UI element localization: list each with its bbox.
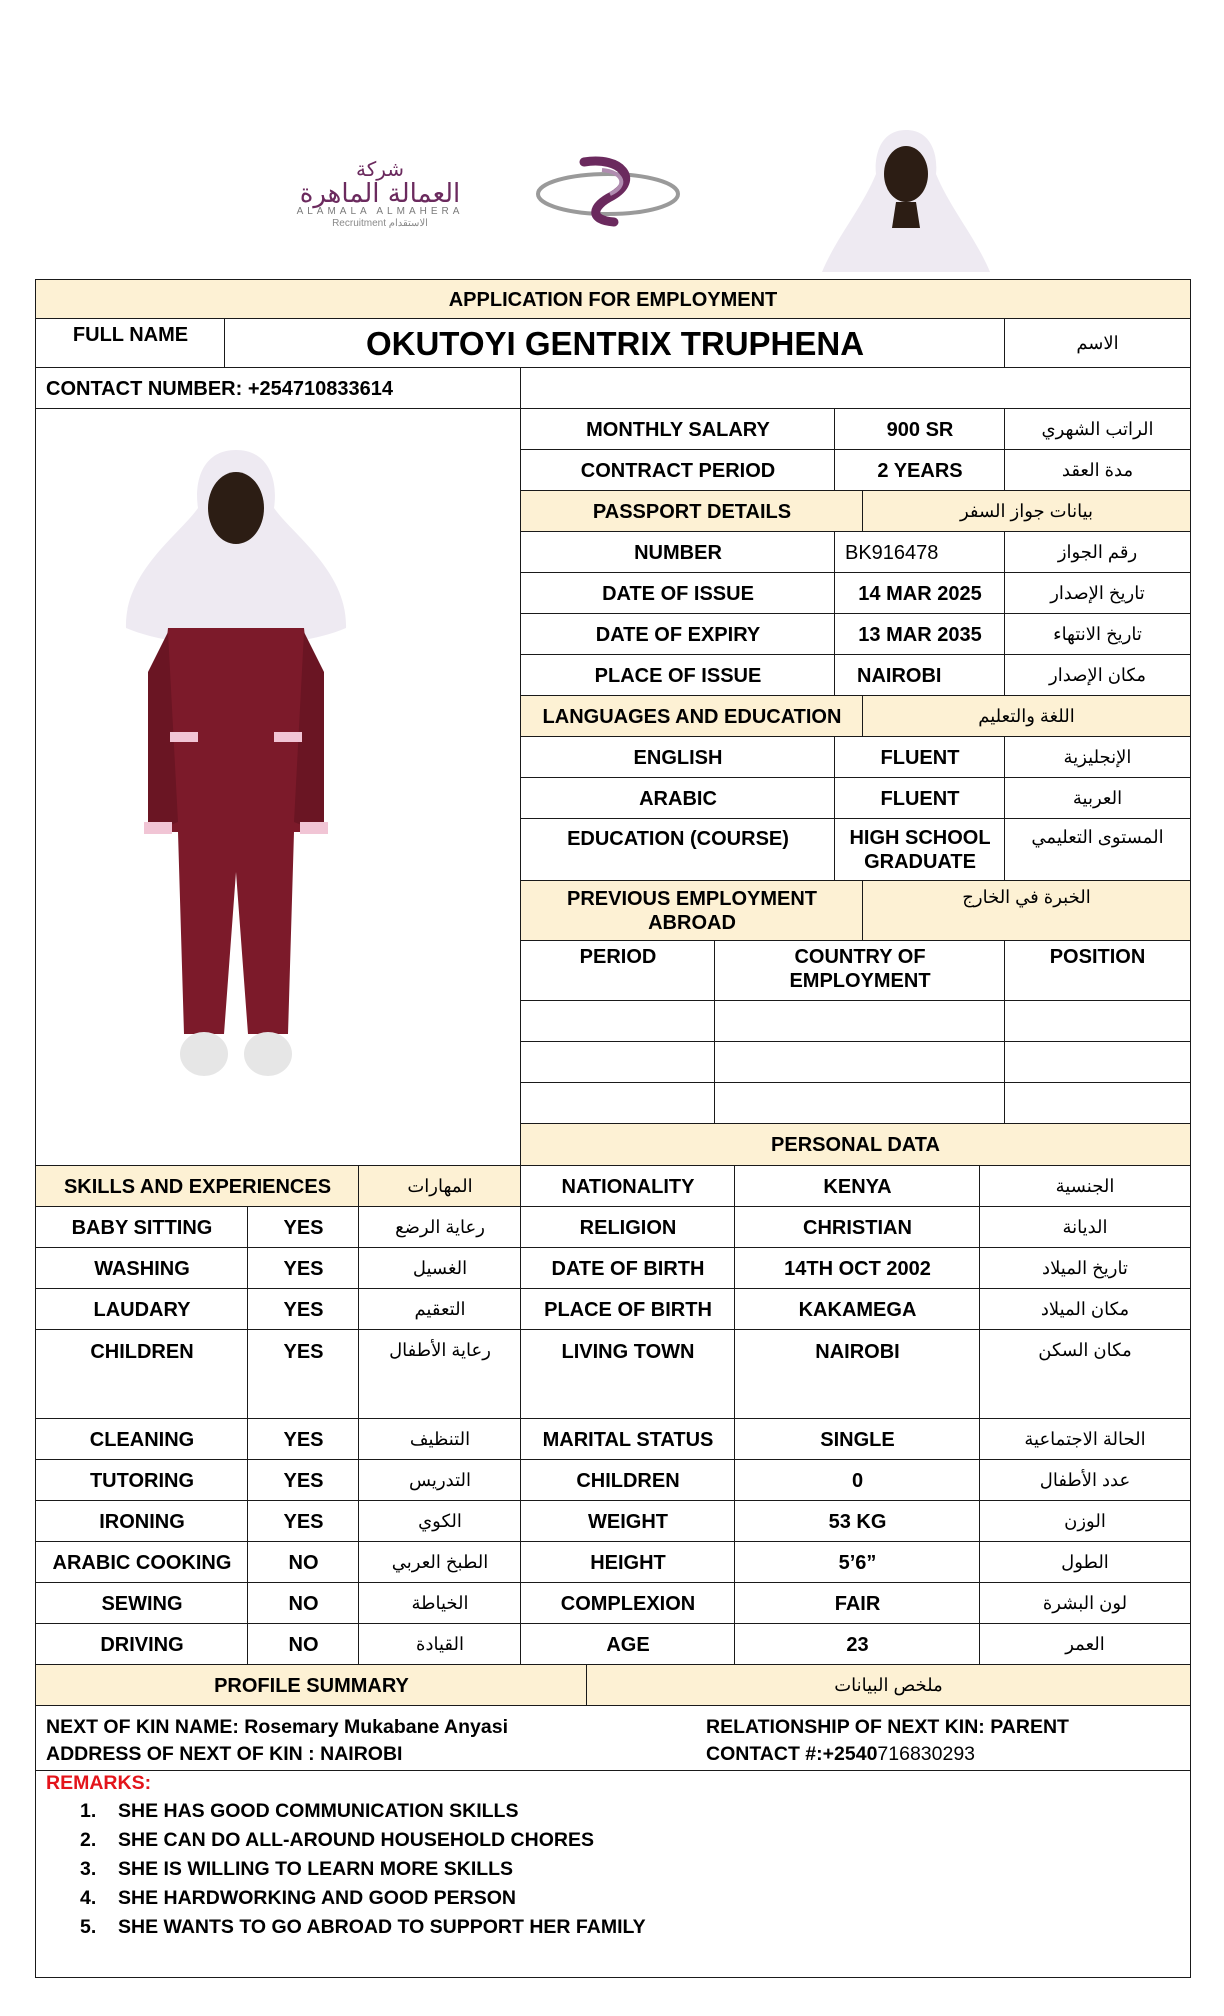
full-name-label: FULL NAME <box>35 318 226 369</box>
personal-value: KENYA <box>734 1165 981 1208</box>
remark-item <box>80 1800 518 1823</box>
personal-ar: العمر <box>979 1623 1191 1666</box>
remark-number: 3. <box>80 1858 97 1880</box>
personal-ar: الوزن <box>979 1500 1191 1543</box>
logo-emblem-icon <box>538 161 678 222</box>
skill-label: SEWING <box>35 1582 249 1625</box>
personal-label: CHILDREN <box>520 1459 736 1502</box>
skill-ar: القيادة <box>358 1623 522 1666</box>
logo-arabic-line2: العمالة الماهرة <box>299 179 461 209</box>
remark-item <box>80 1887 516 1910</box>
portrait-photo <box>822 128 990 272</box>
skill-label: BABY SITTING <box>35 1206 249 1249</box>
personal-value: CHRISTIAN <box>734 1206 981 1249</box>
prev-row-3-period <box>520 1082 716 1125</box>
full-body-photo <box>118 442 354 1086</box>
personal-ar: الديانة <box>979 1206 1191 1249</box>
education-label: EDUCATION (COURSE) <box>520 818 836 882</box>
kin-contact-prefix: +2540 <box>822 1743 878 1765</box>
remark-text: SHE CAN DO ALL-AROUND HOUSEHOLD CHORES <box>118 1829 594 1851</box>
personal-value: 5’6” <box>734 1541 981 1584</box>
skill-ar: التدريس <box>358 1459 522 1502</box>
personal-value: 0 <box>734 1459 981 1502</box>
personal-value: 14TH OCT 2002 <box>734 1247 981 1290</box>
issue-date-ar: تاريخ الإصدار <box>1004 572 1191 615</box>
prev-row-3-position <box>1004 1082 1191 1125</box>
personal-value: SINGLE <box>734 1418 981 1461</box>
expiry-date-label: DATE OF EXPIRY <box>520 613 836 656</box>
logo-sub-line: Recruitment الاستقدام <box>332 218 428 228</box>
personal-label: NATIONALITY <box>520 1165 736 1208</box>
skill-label: CLEANING <box>35 1418 249 1461</box>
skill-value: YES <box>247 1329 360 1420</box>
personal-label: AGE <box>520 1623 736 1666</box>
issue-place-value: NAIROBI <box>834 654 1006 697</box>
remark-text: SHE WANTS TO GO ABROAD TO SUPPORT HER FAMILY <box>118 1916 646 1938</box>
issue-date-label: DATE OF ISSUE <box>520 572 836 615</box>
expiry-date-ar: تاريخ الانتهاء <box>1004 613 1191 656</box>
personal-label: MARITAL STATUS <box>520 1418 736 1461</box>
skill-value: YES <box>247 1459 360 1502</box>
kin-relationship-label: RELATIONSHIP OF NEXT KIN: <box>706 1716 985 1738</box>
skill-ar: التعقيم <box>358 1288 522 1331</box>
prev-row-1-position <box>1004 1000 1191 1043</box>
prev-row-2-period <box>520 1041 716 1084</box>
kin-name-value: Rosemary Mukabane Anyasi <box>244 1716 508 1738</box>
contact-spacer <box>520 367 1191 410</box>
company-logo <box>262 150 682 228</box>
personal-ar: مكان الميلاد <box>979 1288 1191 1331</box>
skill-value: YES <box>247 1500 360 1543</box>
personal-label: PLACE OF BIRTH <box>520 1288 736 1331</box>
skill-label: DRIVING <box>35 1623 249 1666</box>
languages-header: LANGUAGES AND EDUCATION <box>520 695 864 738</box>
skill-value: NO <box>247 1623 360 1666</box>
personal-ar: لون البشرة <box>979 1582 1191 1625</box>
education-ar: المستوى التعليمي <box>1004 818 1191 882</box>
prev-col-position: POSITION <box>1004 940 1191 1002</box>
arabic-ar: العربية <box>1004 777 1191 820</box>
languages-header-ar: اللغة والتعليم <box>862 695 1191 738</box>
prev-col-period: PERIOD <box>520 940 716 1002</box>
skills-header: SKILLS AND EXPERIENCES <box>35 1165 360 1208</box>
kin-contact-value: 716830293 <box>877 1743 976 1765</box>
contact-number: CONTACT NUMBER: +254710833614 <box>35 367 522 410</box>
remarks-title: REMARKS: <box>46 1772 152 1794</box>
issue-place-label: PLACE OF ISSUE <box>520 654 836 697</box>
personal-ar: الطول <box>979 1541 1191 1584</box>
remark-item <box>80 1916 646 1939</box>
skill-label: LAUDARY <box>35 1288 249 1331</box>
personal-ar: عدد الأطفال <box>979 1459 1191 1502</box>
skill-ar: الخياطة <box>358 1582 522 1625</box>
prev-row-2-position <box>1004 1041 1191 1084</box>
skill-ar: الغسيل <box>358 1247 522 1290</box>
full-name-ar: الاسم <box>1004 318 1191 369</box>
personal-value: NAIROBI <box>734 1329 981 1420</box>
contract-value: 2 YEARS <box>834 449 1006 492</box>
skill-label: CHILDREN <box>35 1329 249 1420</box>
skill-value: NO <box>247 1541 360 1584</box>
skill-value: YES <box>247 1247 360 1290</box>
skill-value: YES <box>247 1418 360 1461</box>
english-value: FLUENT <box>834 736 1006 779</box>
personal-value: KAKAMEGA <box>734 1288 981 1331</box>
personal-ar: تاريخ الميلاد <box>979 1247 1191 1290</box>
kin-address <box>46 1743 402 1766</box>
personal-label: COMPLEXION <box>520 1582 736 1625</box>
personal-value: FAIR <box>734 1582 981 1625</box>
skill-value: YES <box>247 1206 360 1249</box>
issue-place-ar: مكان الإصدار <box>1004 654 1191 697</box>
issue-date-value: 14 MAR 2025 <box>834 572 1006 615</box>
skill-value: YES <box>247 1288 360 1331</box>
passport-number-ar: رقم الجواز <box>1004 531 1191 574</box>
remark-text: SHE HARDWORKING AND GOOD PERSON <box>118 1887 516 1909</box>
prev-employment-header-ar: الخبرة في الخارج <box>862 880 1191 942</box>
personal-ar: مكان السكن <box>979 1329 1191 1420</box>
full-name-value: OKUTOYI GENTRIX TRUPHENA <box>224 318 1006 369</box>
english-ar: الإنجليزية <box>1004 736 1191 779</box>
skill-label: ARABIC COOKING <box>35 1541 249 1584</box>
prev-row-1-country <box>714 1000 1006 1043</box>
kin-relationship-value: PARENT <box>990 1716 1069 1738</box>
personal-label: HEIGHT <box>520 1541 736 1584</box>
remark-text: SHE IS WILLING TO LEARN MORE SKILLS <box>118 1858 514 1880</box>
personal-label: WEIGHT <box>520 1500 736 1543</box>
skill-label: IRONING <box>35 1500 249 1543</box>
profile-summary-ar: ملخص البيانات <box>586 1664 1191 1707</box>
salary-label: MONTHLY SALARY <box>520 408 836 451</box>
logo-arabic-line1: شركة <box>355 157 405 181</box>
remark-number: 2. <box>80 1829 97 1851</box>
remark-item <box>80 1858 513 1881</box>
arabic-value: FLUENT <box>834 777 1006 820</box>
prev-col-country: COUNTRY OF EMPLOYMENT <box>714 940 1006 1002</box>
salary-value: 900 SR <box>834 408 1006 451</box>
skill-label: TUTORING <box>35 1459 249 1502</box>
prev-employment-header: PREVIOUS EMPLOYMENT ABROAD <box>520 880 864 942</box>
skill-ar: رعاية الأطفال <box>358 1329 522 1420</box>
profile-summary-label: PROFILE SUMMARY <box>35 1664 588 1707</box>
passport-header-ar: بيانات جواز السفر <box>862 490 1191 533</box>
kin-address-label: ADDRESS OF NEXT OF KIN : <box>46 1743 315 1765</box>
kin-contact <box>706 1743 975 1766</box>
logo-latin-line: ALAMALA ALMAHERA <box>296 206 464 217</box>
prev-row-1-period <box>520 1000 716 1043</box>
remark-number: 4. <box>80 1887 97 1909</box>
personal-value: 23 <box>734 1623 981 1666</box>
english-label: ENGLISH <box>520 736 836 779</box>
arabic-label: ARABIC <box>520 777 836 820</box>
personal-label: DATE OF BIRTH <box>520 1247 736 1290</box>
passport-header: PASSPORT DETAILS <box>520 490 864 533</box>
prev-row-2-country <box>714 1041 1006 1084</box>
skill-value: NO <box>247 1582 360 1625</box>
skills-header-ar: المهارات <box>358 1165 522 1208</box>
skill-ar: الطبخ العربي <box>358 1541 522 1584</box>
kin-contact-label: CONTACT #: <box>706 1743 823 1765</box>
contract-label: CONTRACT PERIOD <box>520 449 836 492</box>
skill-ar: التنظيف <box>358 1418 522 1461</box>
expiry-date-value: 13 MAR 2035 <box>834 613 1006 656</box>
skill-label: WASHING <box>35 1247 249 1290</box>
salary-ar: الراتب الشهري <box>1004 408 1191 451</box>
remark-number: 1. <box>80 1800 97 1822</box>
personal-ar: الحالة الاجتماعية <box>979 1418 1191 1461</box>
form-title: APPLICATION FOR EMPLOYMENT <box>35 279 1191 320</box>
remark-text: SHE HAS GOOD COMMUNICATION SKILLS <box>118 1800 519 1822</box>
personal-label: RELIGION <box>520 1206 736 1249</box>
personal-data-header: PERSONAL DATA <box>520 1123 1191 1167</box>
kin-name-label: NEXT OF KIN NAME: <box>46 1716 239 1738</box>
personal-ar: الجنسية <box>979 1165 1191 1208</box>
remark-number: 5. <box>80 1916 97 1938</box>
education-value: HIGH SCHOOL GRADUATE <box>834 818 1006 882</box>
personal-value: 53 KG <box>734 1500 981 1543</box>
kin-name <box>46 1716 508 1739</box>
personal-label: LIVING TOWN <box>520 1329 736 1420</box>
kin-relationship <box>706 1716 1069 1739</box>
contract-ar: مدة العقد <box>1004 449 1191 492</box>
remark-item <box>80 1829 594 1852</box>
passport-number-value: BK916478 <box>834 531 1006 574</box>
prev-row-3-country <box>714 1082 1006 1125</box>
skill-ar: رعاية الرضع <box>358 1206 522 1249</box>
passport-number-label: NUMBER <box>520 531 836 574</box>
skill-ar: الكوي <box>358 1500 522 1543</box>
kin-address-value: NAIROBI <box>320 1743 403 1765</box>
